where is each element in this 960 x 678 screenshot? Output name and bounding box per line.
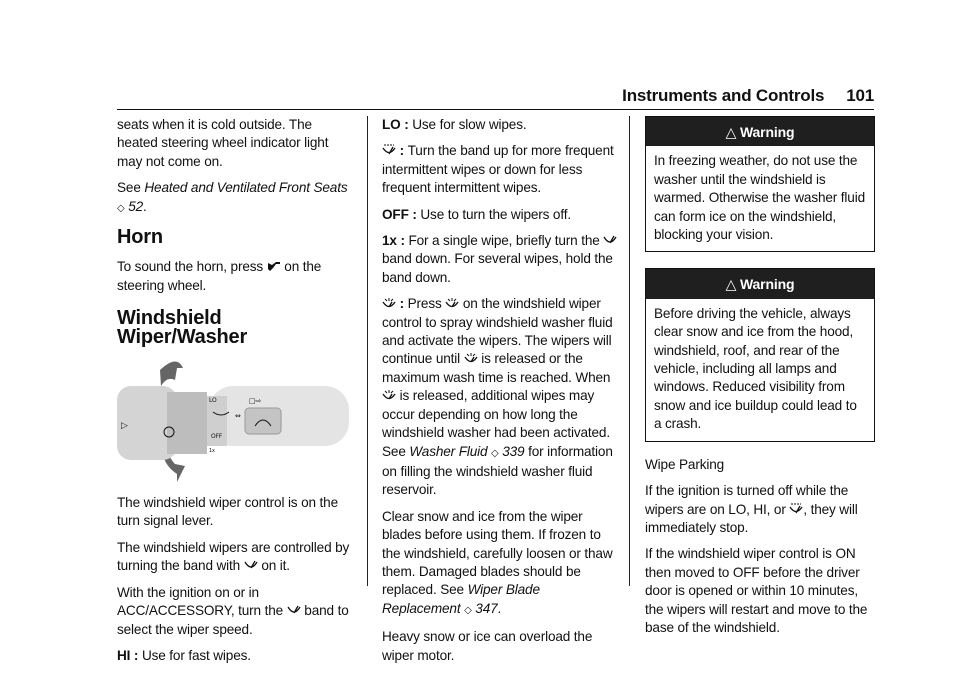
paragraph-overload: Heavy snow or ice can overload the wiper motor. — [382, 629, 593, 663]
horn-heading: Horn — [117, 226, 163, 249]
paragraph-parking-2: If the windshield wiper control is ON then moved to OFF before the driver door is opened or within 10 minutes, the wipers will restart and move to the base of the windshield. — [645, 546, 868, 635]
wiper-icon — [287, 604, 301, 616]
svg-text:⇔: ⇔ — [235, 412, 241, 421]
off-setting: OFF : Use to turn the wipers off. — [382, 206, 571, 222]
wiper-icon — [603, 234, 617, 246]
heated-seats-link[interactable]: Heated and Ventilated Front Seats — [144, 180, 348, 196]
svg-text:▷: ▷ — [121, 421, 128, 432]
header-rule — [117, 109, 874, 110]
paragraph-seats: seats when it is cold outside. The heated steering wheel indicator light may not come on. — [117, 117, 329, 169]
warning-text: In freezing weather, do not use the washer until the windshield is warmed. Otherwise the washer fluid can form ice on the windshield, blocking your vision. — [654, 153, 865, 243]
washer-icon — [464, 352, 478, 364]
washer-icon — [382, 389, 396, 401]
washer-icon — [445, 297, 459, 309]
horn-paragraph: To sound the horn, press on the steering wheel. — [117, 259, 322, 293]
wiper-heading: Windshield Wiper/Washer — [117, 307, 248, 348]
wiper-blade-link[interactable]: Wiper Blade Replacement — [382, 582, 540, 616]
column-divider-2 — [629, 116, 630, 586]
intermittent-wiper-icon — [789, 503, 803, 515]
page-number: 101 — [846, 86, 874, 105]
page-ref[interactable]: 347 — [475, 600, 498, 616]
page-ref[interactable]: 339 — [502, 443, 525, 459]
wiper-icon — [244, 559, 258, 571]
warning-triangle-icon: △ — [725, 124, 737, 140]
warning-triangle-icon: △ — [725, 276, 737, 293]
left-column — [117, 116, 353, 673]
page-ref-icon: ◇ — [464, 604, 472, 616]
paragraph-band: The windshield wipers are controlled by turning the band with on it. — [117, 539, 350, 574]
warning-box-freezing — [645, 116, 875, 252]
wipe-parking-heading: Wipe Parking — [645, 456, 725, 472]
wiper-lever-illustration — [117, 356, 353, 484]
paragraph-lever-location: The windshield wiper control is on the turn signal lever. — [117, 495, 338, 529]
see-reference: See Heated and Ventilated Front Seats ◇ 52. — [117, 180, 348, 214]
svg-text:LO: LO — [209, 397, 217, 405]
hi-setting: HI : Use for fast wipes. — [117, 647, 251, 663]
page-ref-icon: ◇ — [491, 447, 499, 459]
horn-icon — [267, 260, 281, 272]
paragraph-parking-1: If the ignition is turned off while the wipers are on LO, HI, or , they will immediately stop. — [645, 483, 858, 535]
warning-box-snow — [645, 268, 875, 441]
warning-text: Before driving the vehicle, always clear snow and ice from the hood, windshield, roof, and rear of the vehicle, including all lamps and windows. Reduced visibility from snow and ice buildup could lead to a crash. — [654, 305, 857, 432]
page-ref-icon: ◇ — [117, 202, 125, 214]
washer-setting: : Press on the windshield wiper control to spray windshield washer fluid and activate the wipers. The wipers will continue until is released or the maximum wash time is reached. When is released, additional wipes may occur depending on how long the windshield washer had been activated. See Washer Fluid ◇ 339 for information on filling the windshield washer fluid reservoir. — [382, 296, 613, 498]
lo-setting: LO : Use for slow wipes. — [382, 117, 527, 132]
paragraph-snow-blades: Clear snow and ice from the wiper blades before using them. If frozen to the windshield, carefully loosen or thaw them. Damaged blades should be replaced. See Wiper Blade Replacement ◇ 347. — [382, 508, 613, 616]
warning-header: △ Warning — [646, 269, 874, 298]
intermittent-wiper-icon — [382, 144, 396, 156]
single-wipe-setting: 1x : For a single wipe, briefly turn the band down. For several wipes, hold the band down. — [382, 232, 618, 287]
section-title: Instruments and Controls — [622, 86, 825, 105]
intermittent-setting: : Turn the band up for more frequent intermittent wipes or down for less frequent intermittent wipes. — [382, 143, 614, 196]
paragraph-speed: With the ignition on or in ACC/ACCESSORY, turn the band to select the wiper speed. — [117, 584, 349, 637]
svg-text:□⇨: □⇨ — [249, 397, 262, 406]
washer-fluid-link[interactable]: Washer Fluid — [409, 443, 488, 459]
washer-icon — [382, 297, 396, 309]
svg-text:OFF: OFF — [211, 433, 223, 441]
middle-column — [382, 116, 618, 673]
svg-text:1x: 1x — [209, 448, 215, 455]
page-header — [622, 86, 874, 106]
page-ref[interactable]: 52 — [128, 198, 144, 214]
warning-header: △ Warning — [646, 117, 874, 146]
right-column — [645, 116, 875, 645]
column-divider-1 — [367, 116, 368, 586]
